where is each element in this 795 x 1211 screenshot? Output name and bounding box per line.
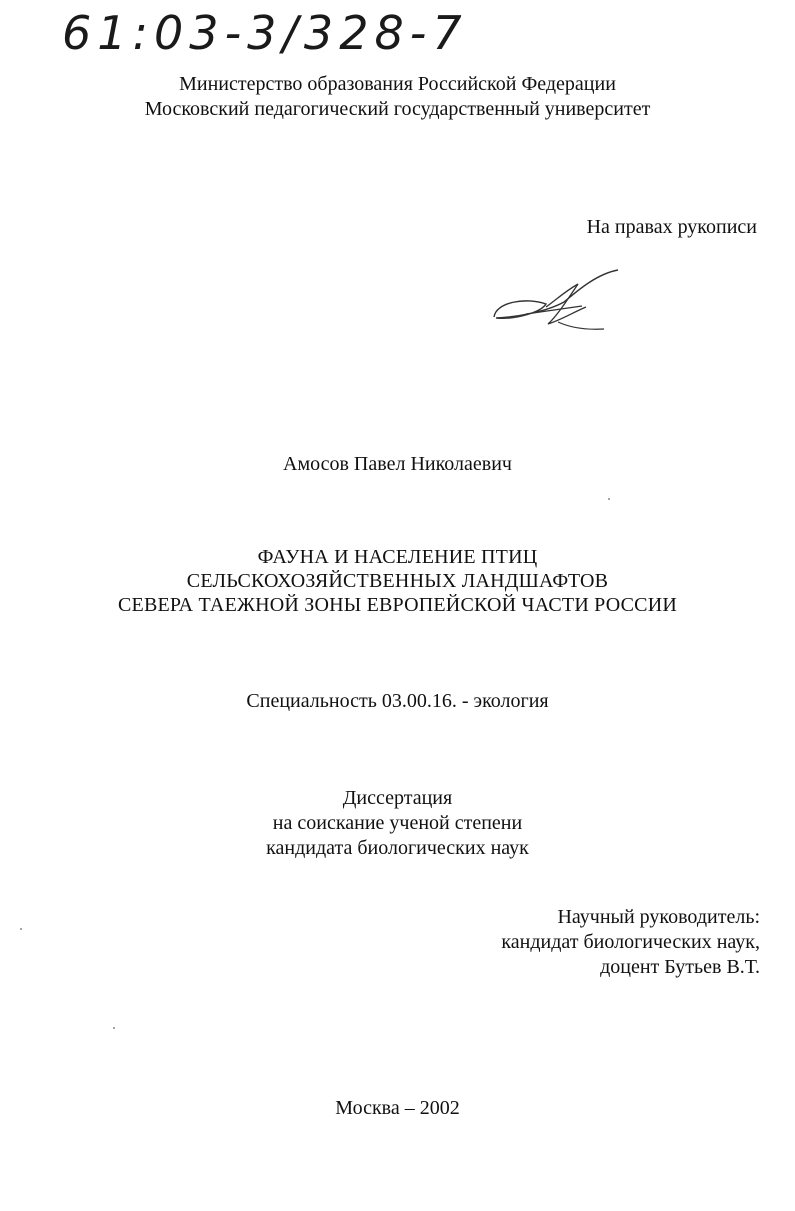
supervisor-name: доцент Бутьев В.Т. (600, 956, 760, 978)
place-year: Москва – 2002 (335, 1097, 460, 1119)
scan-speck (20, 928, 22, 930)
signature-icon (486, 262, 626, 337)
supervisor-degree: кандидат биологических наук, (501, 931, 760, 953)
title-line-2: СЕЛЬСКОХОЗЯЙСТВЕННЫХ ЛАНДШАФТОВ (186, 570, 609, 592)
title-line-1: ФАУНА И НАСЕЛЕНИЕ ПТИЦ (257, 546, 538, 568)
degree-level: кандидата биологических наук (266, 837, 529, 859)
rights-note: На правах рукописи (586, 216, 757, 238)
ministry-line: Министерство образования Российской Федерации (179, 73, 616, 95)
author-name: Амосов Павел Николаевич (283, 453, 512, 475)
specialty-line: Специальность 03.00.16. - экология (246, 690, 549, 712)
scan-speck (608, 498, 610, 500)
supervisor-label: Научный руководитель: (557, 906, 760, 928)
university-line: Московский педагогический государственный университет (144, 98, 651, 120)
degree-type: Диссертация (342, 787, 453, 809)
degree-purpose: на соискание ученой степени (272, 812, 523, 834)
title-line-3: СЕВЕРА ТАЕЖНОЙ ЗОНЫ ЕВРОПЕЙСКОЙ ЧАСТИ РОССИИ (117, 594, 677, 616)
archive-code-handwritten: 61:03-3/328-7 (62, 6, 468, 60)
scan-speck (113, 1027, 115, 1029)
